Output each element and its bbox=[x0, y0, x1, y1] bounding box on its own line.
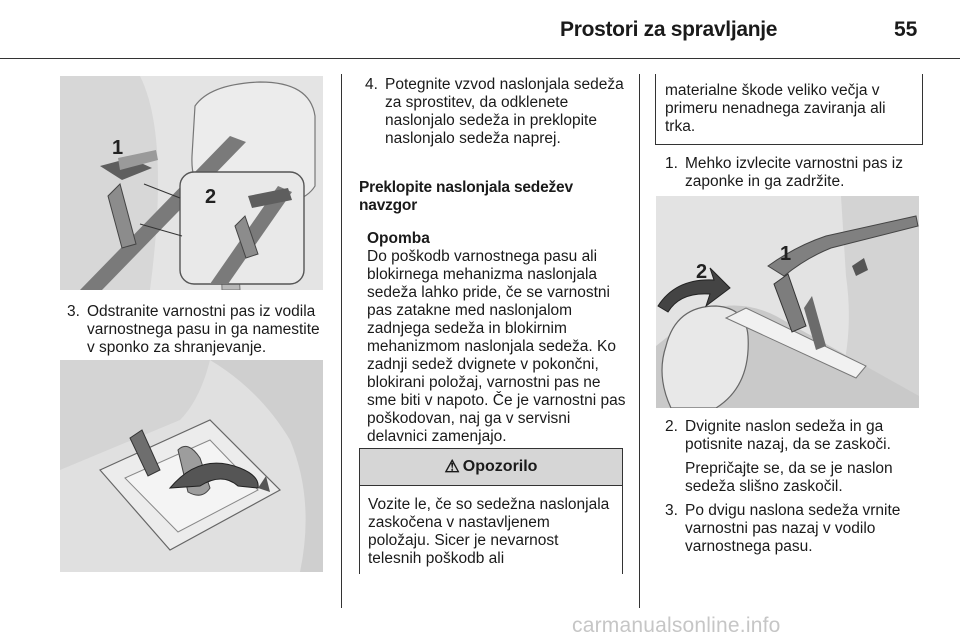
note-block bbox=[367, 230, 629, 446]
step-number: 3. bbox=[665, 502, 678, 519]
step-text: Odstranite varnostni pas iz vodila varnostnega pasu in ga namestite v sponko za shranjevanje. bbox=[87, 303, 320, 356]
step-1 bbox=[665, 155, 927, 191]
illustration-belt-clip bbox=[60, 360, 323, 572]
warning-box bbox=[359, 448, 623, 574]
illustration-belt-guide bbox=[60, 76, 323, 290]
figure3-label-1: 1 bbox=[780, 243, 792, 265]
page-title: Prostori za spravljanje bbox=[560, 18, 778, 41]
step-2 bbox=[665, 418, 927, 454]
note-title: Opomba bbox=[367, 230, 430, 247]
step-4 bbox=[365, 76, 627, 148]
step-2-note bbox=[665, 460, 927, 496]
step-number: 3. bbox=[67, 303, 80, 320]
step-number: 1. bbox=[665, 155, 678, 172]
step-3-col3 bbox=[665, 502, 927, 556]
step-text: Mehko izvlecite varnostni pas iz zaponke in ga zadržite. bbox=[685, 155, 903, 190]
warning-icon: ⚠ bbox=[444, 457, 460, 476]
illustration-seat-raise bbox=[656, 196, 919, 408]
header-rule bbox=[0, 58, 960, 59]
page-number: 55 bbox=[894, 18, 918, 41]
step-text: Dvignite naslon sedeža in ga potisnite nazaj, da se zaskoči. bbox=[685, 418, 891, 453]
warning-continued: materialne škode veliko večja v primeru nenadnega zaviranja ali trka. bbox=[655, 74, 923, 145]
warning-header bbox=[360, 448, 622, 486]
footer-watermark: carmanualsonline.info bbox=[572, 614, 781, 637]
warning-text: Vozite le, če so sedežna naslonjala zaskočena v nastavljenem položaju. Sicer je nevarnost telesnih poškodb ali bbox=[368, 496, 610, 567]
figure3-label-2: 2 bbox=[696, 261, 708, 283]
figure1-label-2: 2 bbox=[205, 186, 217, 208]
step-text: Prepričajte se, da se je naslon sedeža slišno zaskočil. bbox=[685, 460, 893, 495]
section-heading: Preklopite naslonjala sedežev navzgor bbox=[359, 179, 573, 214]
step-text: Po dvigu naslona sedeža vrnite varnostni pas nazaj v vodilo varnostnega pasu. bbox=[685, 502, 901, 555]
figure1-label-1: 1 bbox=[112, 137, 124, 159]
note-text: Do poškodb varnostnega pasu ali blokirnega mehanizma naslonjala sedeža lahko pride, če se varnostni pas zatakne med naslonjalom zadnjega sedeža in blokirnim mehanizmom naslonjala sedeža. Ko zadnji sedež dvignete v pokončni, blokirani položaj, varnostni pas ne sme biti v napoto. Če je varnostni pas poškodovan, naj ga v servisni delavnici zamenjajo. bbox=[367, 248, 626, 445]
step-number: 2. bbox=[665, 418, 678, 435]
warning-title: Opozorilo bbox=[462, 458, 538, 475]
column-divider-1 bbox=[341, 74, 342, 608]
step-3 bbox=[67, 303, 329, 357]
column-divider-2 bbox=[639, 74, 640, 608]
step-text: Potegnite vzvod naslonjala sedeža za sprostitev, da odklenete naslonjalo sedeža in preklopite naslonjalo sedeža naprej. bbox=[385, 76, 624, 147]
step-number: 4. bbox=[365, 76, 378, 93]
